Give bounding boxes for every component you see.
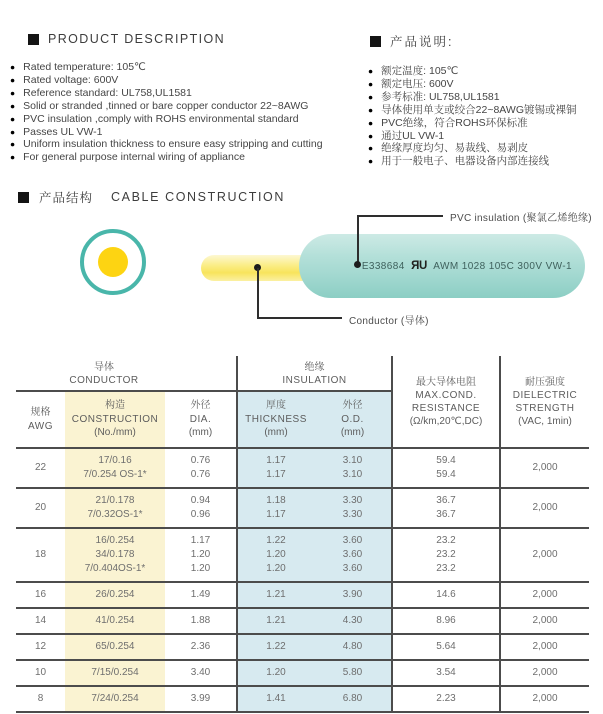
bullet-icon: ● [368,156,374,167]
list-item-text: Reference standard: UL758,UL1581 [23,86,192,99]
table-row [16,528,589,582]
table-cell: 1.22 1.20 1.20 [237,528,314,582]
table-cell: 5.80 [314,660,392,686]
bullet-icon: ● [10,100,16,111]
column-header-dielectric [500,356,589,448]
table-cell: 20 [16,488,65,528]
bullet-icon: ● [10,74,16,85]
table-cell: 16/0.254 34/0.178 7/0.404OS-1* [65,528,165,582]
table-cell: 14.6 [392,582,500,608]
table-cell: 21/0.178 7/0.32OS-1* [65,488,165,528]
conductor-label: Conductor (导体) [349,316,429,328]
table-group-header-row [16,356,589,391]
column-header-zh: 外径 [190,400,211,412]
ul-recognized-mark-icon: RU [410,260,428,273]
column-header-zh: 最大导体电阻 [416,376,477,388]
table-cell: 41/0.254 [65,608,165,634]
product-notes-section [358,32,603,168]
table-cell: 1.17 1.20 1.20 [165,528,237,582]
list-item-text: Uniform insulation thickness to ensure easy stripping and cutting [23,138,323,151]
bullet-icon: ● [368,143,374,154]
table-cell: 23.2 23.2 23.2 [392,528,500,582]
table-cell: 2,000 [500,582,589,608]
table-row [16,608,589,634]
cable-construction-title-en: CABLE CONSTRUCTION [111,190,285,205]
bullet-icon: ● [368,117,374,128]
insulation-leader-line [357,215,359,265]
list-item-text: PVC insulation ,comply with ROHS environmental standard [23,112,299,125]
table-cell: 18 [16,528,65,582]
table-row [16,488,589,528]
column-header-en: CONSTRUCTION [71,413,159,425]
group-header-zh: 导体 [94,362,114,374]
bullet-icon: ● [10,62,16,72]
insulation-label: PVC insulation (聚氯乙烯绝缘) [450,213,592,225]
column-header-zh: 厚度 [266,400,287,412]
section-marker-icon [370,36,381,47]
table-cell: 2,000 [500,634,589,660]
group-header-en: INSULATION [282,375,347,387]
table-cell: 65/0.254 [65,634,165,660]
list-item [10,126,358,139]
list-item-text: Passes UL VW-1 [23,125,103,138]
column-header-en: DIA. [189,413,212,425]
product-notes-title-text: 产品说明: [390,35,454,49]
list-item-text: 额定温度: 105℃ [381,65,459,77]
table-cell: 17/0.16 7/0.254 OS-1* [65,448,165,488]
table-cell: 7/15/0.254 [65,660,165,686]
list-item-text: 用于一般电子、电器设备内部连接线 [381,155,550,168]
table-cell: 36.7 36.7 [392,488,500,528]
bullet-icon: ● [368,130,374,141]
product-description-title-text: PRODUCT DESCRIPTION [48,32,226,46]
cable-print-left: E338684 [361,260,405,272]
table-cell: 22 [16,448,65,488]
column-header-unit: (mm) [264,427,288,439]
column-header-en: O.D. [341,413,364,425]
list-item-text: 绝缘厚度均匀、易裁线、易剥皮 [381,142,529,155]
table-cell: 3.54 [392,660,500,686]
table-row [16,660,589,686]
table-row [16,448,589,488]
list-item [10,87,358,100]
table-cell: 5.64 [392,634,500,660]
bullet-icon: ● [368,66,374,76]
bullet-icon: ● [10,87,16,98]
list-item-text: Solid or stranded ,tinned or bare copper conductor 22~8AWG [23,99,309,112]
table-cell: 2.36 [165,634,237,660]
group-header-insulation [237,356,392,391]
list-item-text: 参考标准: UL758,UL1581 [381,90,500,103]
list-item [10,61,358,74]
table-cell: 26/0.254 [65,582,165,608]
column-header-thickness [237,391,314,448]
list-item [10,113,358,126]
section-marker-icon [18,192,29,203]
list-item [10,74,358,87]
table-cell: 7/24/0.254 [65,686,165,712]
table-cell: 1.18 1.17 [237,488,314,528]
column-header-construction [65,391,165,448]
bullet-icon: ● [368,91,374,102]
list-item [10,100,358,113]
table-cell: 3.90 [314,582,392,608]
section-marker-icon [28,34,39,45]
list-item [368,104,603,117]
list-item [368,78,603,91]
list-item [368,142,603,155]
list-item-text: PVC绝缘，符合ROHS环保标准 [381,116,528,129]
cable-diagram [0,208,603,342]
table-cell: 59.4 59.4 [392,448,500,488]
table-cell: 10 [16,660,65,686]
cable-print-right: AWM 1028 105C 300V VW-1 [433,260,572,272]
column-header-en: THICKNESS [245,413,307,425]
bullet-icon: ● [10,139,16,150]
list-item-text: 通过UL VW-1 [381,129,445,142]
group-header-conductor [16,356,237,391]
list-item [368,65,603,78]
table-cell: 1.21 [237,608,314,634]
product-description-section [0,32,358,168]
table-cell: 2,000 [500,660,589,686]
product-description-title [28,32,358,46]
conductor-leader-line [257,268,259,319]
list-item [368,130,603,143]
table-cell: 3.30 3.30 [314,488,392,528]
cable-cross-section [80,229,146,295]
column-header-unit: (Ω/km,20℃,DC) [409,415,483,427]
table-cell: 1.49 [165,582,237,608]
column-header-zh: 外径 [342,400,363,412]
table-cell: 4.30 [314,608,392,634]
table-row [16,686,589,712]
spec-table-body [16,448,589,712]
cable-print-text [362,260,572,272]
list-item-text: Rated voltage: 600V [23,73,119,86]
top-section [0,0,603,168]
bullet-icon: ● [10,113,16,124]
table-cell: 16 [16,582,65,608]
column-header-en: DIELECTRIC [512,389,578,401]
column-header-dia [165,391,237,448]
table-cell: 2,000 [500,528,589,582]
table-cell: 1.20 [237,660,314,686]
insulation-body [299,234,585,298]
table-cell: 6.80 [314,686,392,712]
list-item-text: Rated temperature: 105℃ [23,61,146,73]
table-cell: 0.94 0.96 [165,488,237,528]
list-item [368,155,603,168]
table-cell: 3.10 3.10 [314,448,392,488]
table-cell: 1.88 [165,608,237,634]
column-header-unit: (mm) [340,427,365,439]
column-header-resistance [392,356,500,448]
table-cell: 2,000 [500,686,589,712]
list-item-text: 额定电压: 600V [381,77,454,90]
column-header-unit: (No./mm) [94,427,136,439]
column-header-en: MAX.COND. [415,389,477,401]
list-item [10,138,358,151]
column-header-od [314,391,392,448]
table-cell: 0.76 0.76 [165,448,237,488]
column-header-awg [16,391,65,448]
conductor-leader-line [257,317,342,319]
bullet-icon: ● [368,78,374,89]
column-header-unit: (mm) [188,427,213,439]
table-cell: 3.99 [165,686,237,712]
table-cell: 1.41 [237,686,314,712]
conductor-core-icon [98,247,128,277]
column-header-en: AWG [27,420,53,432]
table-cell: 1.17 1.17 [237,448,314,488]
list-item [10,151,358,164]
table-row [16,634,589,660]
product-notes-list [368,65,603,168]
table-cell: 1.22 [237,634,314,660]
bullet-icon: ● [10,126,16,137]
table-cell: 8 [16,686,65,712]
column-header-en: RESISTANCE [411,402,481,414]
list-item [368,91,603,104]
table-row [16,582,589,608]
column-header-zh: 规格 [30,407,51,418]
table-cell: 2,000 [500,488,589,528]
table-cell: 8.96 [392,608,500,634]
column-header-zh: 构造 [105,400,125,412]
group-header-en: CONDUCTOR [69,375,139,387]
insulation-leader-line [357,215,443,217]
table-cell: 2,000 [500,608,589,634]
spec-table [16,356,589,713]
table-cell: 4.80 [314,634,392,660]
product-notes-title [370,32,603,50]
column-header-en: STRENGTH [515,402,575,414]
list-item-text: 导体使用单支或绞合22~8AWG镀锡或裸铜 [381,103,577,116]
table-cell: 3.60 3.60 3.60 [314,528,392,582]
column-header-zh: 耐压强度 [525,376,566,388]
bullet-icon: ● [368,104,374,115]
group-header-zh: 绝缘 [304,362,325,374]
table-cell: 3.40 [165,660,237,686]
product-description-list [10,61,358,164]
column-header-unit: (VAC, 1min) [518,415,572,427]
bullet-icon: ● [10,152,16,163]
table-cell: 2.23 [392,686,500,712]
table-cell: 2,000 [500,448,589,488]
table-cell: 14 [16,608,65,634]
cable-construction-title [18,188,603,206]
table-cell: 12 [16,634,65,660]
list-item-text: For general purpose internal wiring of appliance [23,151,245,164]
table-cell: 1.21 [237,582,314,608]
cable-construction-title-zh: 产品结构 [39,191,94,206]
list-item [368,117,603,130]
